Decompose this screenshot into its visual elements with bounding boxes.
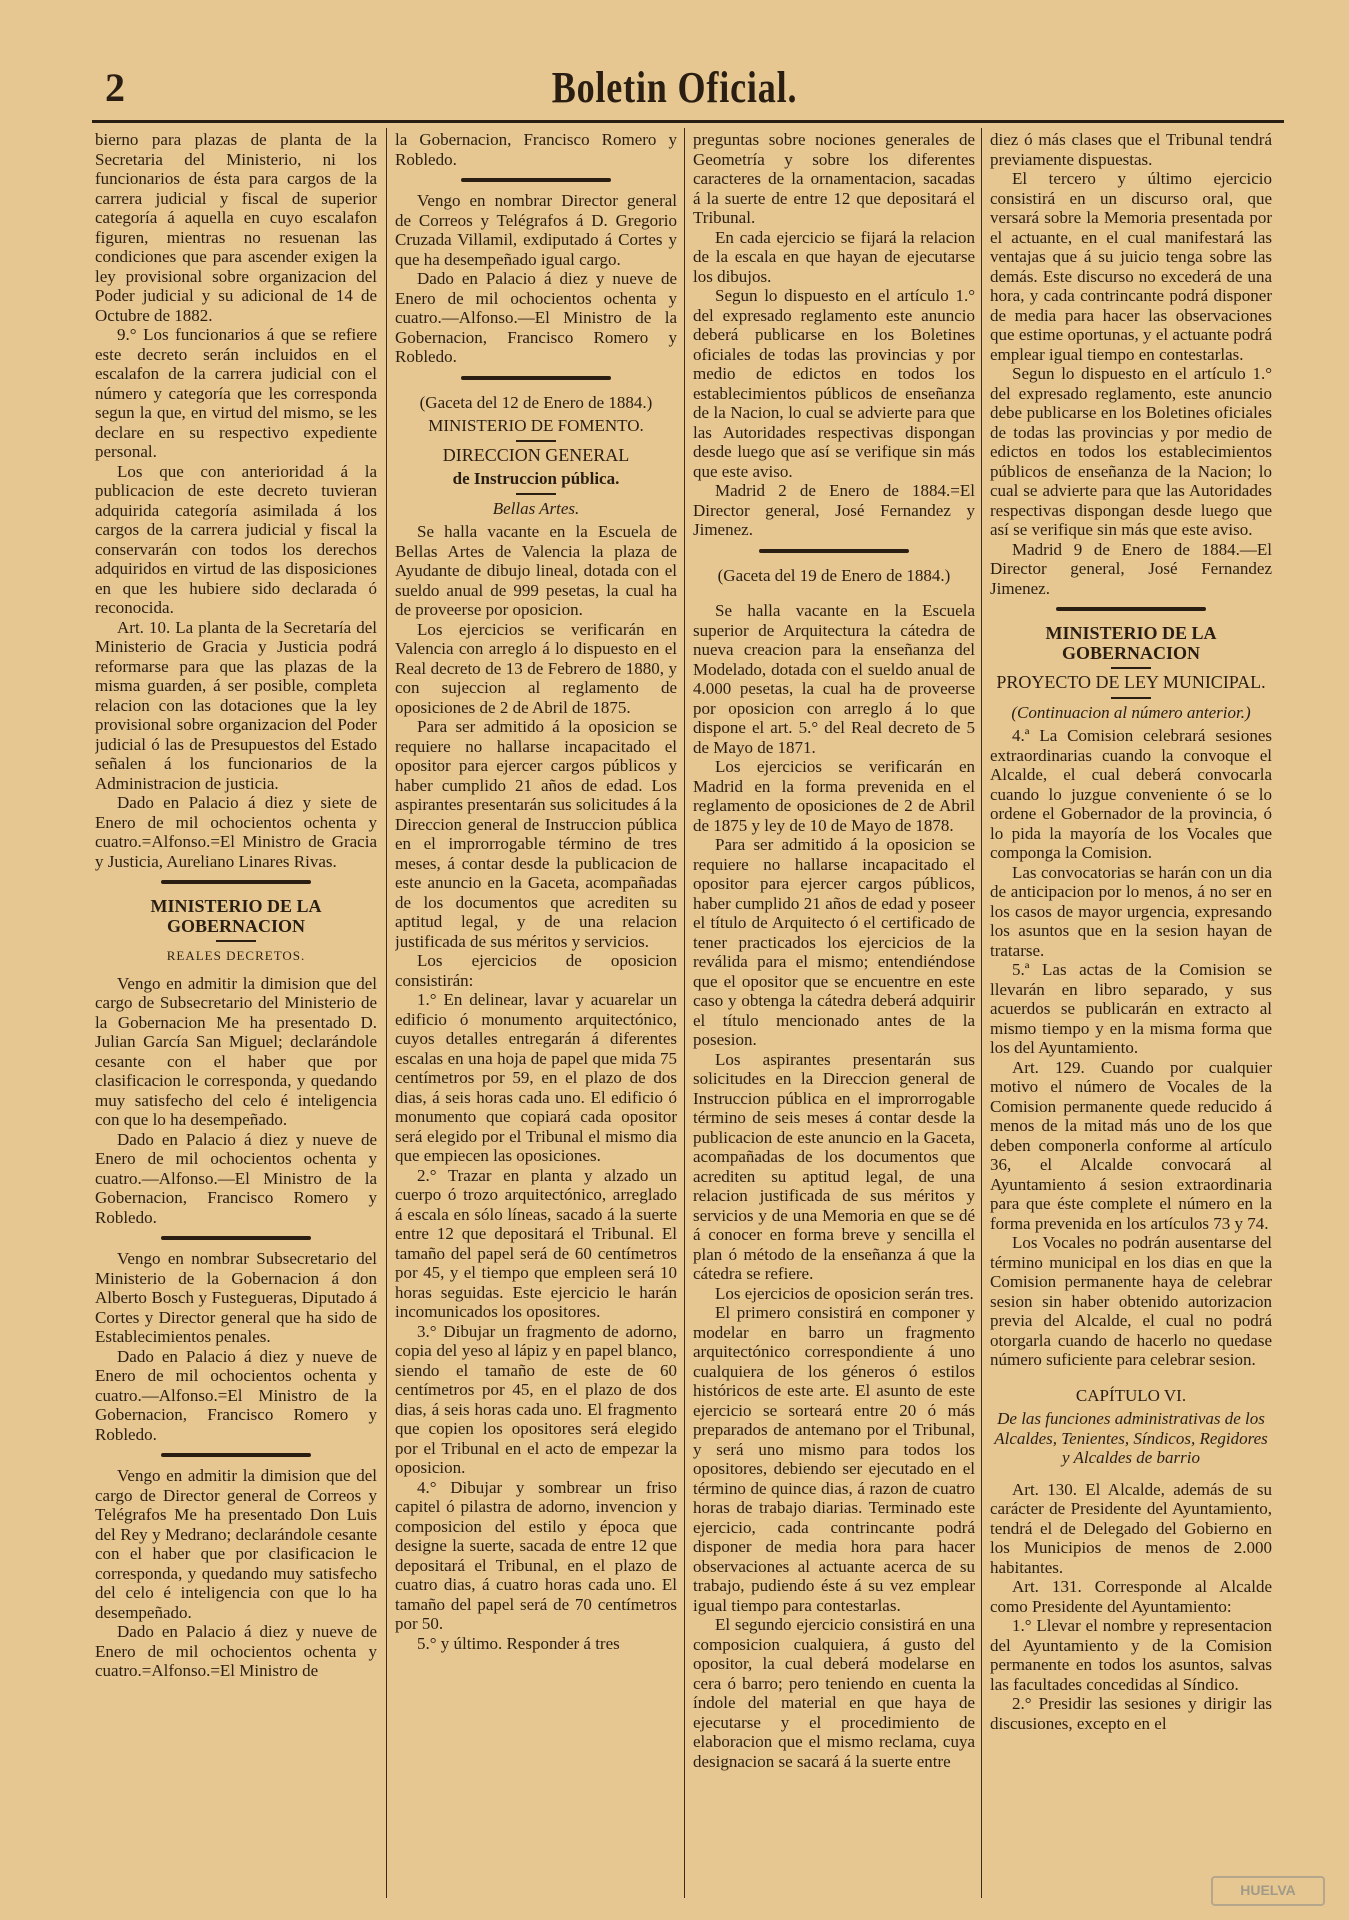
column-2 bbox=[395, 130, 677, 1900]
ornament-rule bbox=[395, 169, 677, 191]
paragraph: Art. 129. Cuando por cualquier motivo el número de Vocales de la Comision permanente quede reducido á menos de la mitad más uno de los que deben componerla conforme al artículo 36, el Alcalde convocará al Ayuntamiento á sesion extraordinaria para que éste complete el número en la forma prevenida en los artículos 73 y 74. bbox=[990, 1057, 1272, 1233]
paragraph: Vengo en admitir la dimision que del cargo de Director general de Correos y Telégrafos Me ha presentado Don Luis del Rey y Medrano; declarándole cesante con el haber que por clasificacion le corresponda, y quedando muy satisfecho del celo é inteligencia con que lo ha desempeñado. bbox=[95, 1466, 377, 1622]
subheading: DIRECCION GENERAL bbox=[442, 444, 630, 465]
masthead-title: Boletin Oficial. bbox=[551, 63, 798, 112]
paragraph: Segun lo dispuesto en el artículo 1.° del expresado reglamento, este anuncio debe publicarse en los Boletines oficiales de todas las provincias y por medio de edictos en todos los establecimientos públicos de enseñanza de la Nacion; lo cual se advierte para que las Autoridades respectivas dispongan desde luego que así se verifique sin más que este aviso. bbox=[990, 364, 1272, 539]
paragraph: Dado en Palacio á diez y siete de Enero de mil ochocientos ochenta y cuatro.=Alfonso.=El Ministro de Gracia y Justicia, Aureliano Linares Rivas. bbox=[95, 793, 377, 871]
paragraph: Los ejercicios se verificarán en Madrid en la forma prevenida en el reglamento de oposiciones de 2 de Abril de 1875 y ley de 10 de Mayo de 1878. bbox=[693, 757, 975, 835]
column-divider bbox=[684, 128, 685, 1898]
column-1 bbox=[95, 130, 377, 1900]
paragraph: 5.° y último. Responder á tres bbox=[417, 1633, 620, 1653]
paragraph: Madrid 2 de Enero de 1884.=El Director general, José Fernandez y Jimenez. bbox=[693, 481, 975, 539]
paragraph: diez ó más clases que el Tribunal tendrá previamente dispuestas. bbox=[990, 130, 1272, 169]
paragraph: Los ejercicios de oposicion consistirán: bbox=[395, 951, 677, 990]
page-number: 2 bbox=[105, 65, 125, 110]
paragraph: Art. 131. Corresponde al Alcalde como Presidente del Ayuntamiento: bbox=[990, 1577, 1272, 1616]
ornament-rule bbox=[516, 493, 556, 495]
paragraph: 1.° Llevar el nombre y representacion del Ayuntamiento y de la Comision permanente en todos los asuntos, salvas las facultades concedidas al Síndico. bbox=[990, 1616, 1272, 1694]
ornament-rule bbox=[216, 940, 256, 942]
paragraph: Dado en Palacio á diez y nueve de Enero de mil ochocientos ochenta y cuatro.—Alfonso.—El Ministro de la Gobernacion, Francisco Romero y Robledo. bbox=[395, 269, 677, 366]
paragraph: Para ser admitido á la oposicion se requiere no hallarse incapacitado el opositor para ejercer cargos públicos y haber cumplido 21 años de edad. Los aspirantes presentarán sus solicitudes á la Direccion general de Instruccion pública en el improrrogable término de tres meses, á contar desde la publicacion de este anuncio en la Gaceta, acompañadas de los documentos que acrediten su aptitud legal, y de una relacion justificada de sus méritos y servicios. bbox=[395, 717, 677, 951]
gaceta-date: (Gaceta del 19 de Enero de 1884.) bbox=[717, 565, 951, 585]
paragraph: 4.ª La Comision celebrará sesiones extraordinarias cuando la convoque el Alcalde, el cual deberá convocarla cuando lo juzgue conveniente ó se lo ordene el Gobernador de la provincia, ó lo pida la mayoría de los Vocales que componga la Comision. bbox=[990, 726, 1272, 862]
paragraph: 2.° Trazar en planta y alzado un cuerpo ó trozo arquitectónico, arreglado á escala en sólo líneas, sacado á la suerte entre 12 que depositará el Tribunal. El tamaño del papel será de 60 centímetros por 45, y el tiempo que empleen será 10 horas seguidas. Este ejercicio le harán incomunicados los opositores. bbox=[395, 1165, 677, 1321]
ornament-rule bbox=[990, 598, 1272, 620]
paragraph: Los que con anterioridad á la publicacion de este decreto tuvieran adquirida categoría asimilada á los cargos de la carrera judicial y fiscal la conservarán con todos los derechos adquiridos en virtud de las disposiciones en que les hubiere sido declarada ó reconocida. bbox=[95, 461, 377, 617]
paragraph: Vengo en nombrar Subsecretario del Ministerio de la Gobernacion á don Alberto Bosch y Fustegueras, Diputado á Cortes y Director general que ha sido de Establecimientos penales. bbox=[95, 1249, 377, 1346]
paragraph: bierno para plazas de planta de la Secretaria del Ministerio, ni los funcionarios de ésta para cargos de la carrera judicial y fiscal de superior categoría á aquella en cuyo escalafon figuren, mientras no resuenan las condiciones que para ascender exigen la ley provisional sobre organizacion del Poder judicial y su adicional de 14 de Octubre de 1882. bbox=[95, 130, 377, 325]
paragraph: la Gobernacion, Francisco Romero y Robledo. bbox=[395, 130, 677, 169]
ornament-rule bbox=[1111, 667, 1151, 669]
archive-watermark: HUELVA bbox=[1211, 1876, 1325, 1906]
paragraph: Las convocatorias se harán con un dia de anticipacion por lo menos, á no ser en los casos de mayor urgencia, expresando los asuntos que en la sesion hayan de tratarse. bbox=[990, 862, 1272, 960]
paragraph: El primero consistirá en componer y modelar en barro un fragmento arquitectónico correspondiente á uno cualquiera de los géneros ó estilos históricos de este arte. El asunto de este ejercicio se sorteará entre 20 ó más preparados de antemano por el Tribunal, y será uno mismo para todos los opositores, debiendo ser ejecutado en el término de quince dias, á razon de cuatro horas de trabajo diarias. Terminado este ejercicio, cada contrincante podrá disponer de media hora para hacer observaciones al actuante acerca de su trabajo, pudiendo éste á su vez emplear igual tiempo para contestarlas. bbox=[693, 1303, 975, 1615]
column-3 bbox=[693, 130, 975, 1900]
paragraph: preguntas sobre nociones generales de Geometría y sobre los diferentes caracteres de la ornamentacion, sacadas á la suerte de entre 12 que depositará el Tribunal. bbox=[693, 130, 975, 227]
subheading: Bellas Artes. bbox=[492, 498, 580, 518]
paragraph: Los ejercicios se verificarán en Valencia con arreglo á lo dispuesto en el Real decreto de 13 de Febrero de 1880, y con sujeccion al reglamento de oposiciones de 2 de Abril de 1875. bbox=[395, 619, 677, 717]
paragraph: Los Vocales no podrán ausentarse del término municipal en los dias en que la Comision permanente haya de celebrar sesion sin haber obtenido autorizacion previa del Alcalde, el cual no podrá otorgarla cuando de hacerlo no quedase número suficiente para celebrar sesion. bbox=[990, 1233, 1272, 1369]
section-heading: MINISTERIO DE LA GOBERNACION bbox=[150, 896, 322, 936]
ornament-rule bbox=[395, 367, 677, 389]
chapter-heading: CAPÍTULO VI. bbox=[1075, 1385, 1187, 1405]
subheading: PROYECTO DE LEY MUNICIPAL. bbox=[996, 672, 1266, 692]
paragraph: Art. 10. La planta de la Secretaría del Ministerio de Gracia y Justicia podrá reformarse para que las plazas de la misma guarden, á ser posible, completa relacion con las dotaciones que la ley provisional sobre organizacion del Poder judicial ó las de Presupuestos del Estado señalen á los funcionarios de la Administracion de justicia. bbox=[95, 617, 377, 793]
subheading: (Continuacion al número anterior.) bbox=[1011, 702, 1251, 722]
column-4 bbox=[990, 130, 1272, 1900]
ornament-rule bbox=[516, 440, 556, 442]
paragraph: Vengo en nombrar Director general de Correos y Telégrafos á D. Gregorio Cruzada Villamil, exdiputado á Cortes y que ha desempeñado igual cargo. bbox=[395, 191, 677, 269]
paragraph: Para ser admitido á la oposicion se requiere no hallarse incapacitado el opositor para ejercer cargos públicos, haber cumplido 21 años de edad y poseer el título de Arquitecto ó el certificado de tener practicados los ejercicios de la reválida para el mismo; entendiéndose que el opositor que se encuentre en este caso y obtenga la cátedra deberá adquirir el título mencionado antes de la posesion. bbox=[693, 835, 975, 1049]
paragraph: El segundo ejercicio consistirá en una composicion cualquiera, á gusto del opositor, la cual deberá modelarse en cera ó barro; pero teniendo en cuenta la índole del material en que haya de ejecutarse y el procedimiento de elaboracion que el mismo reclama, cuya designacion se sacará á la suerte entre bbox=[693, 1615, 975, 1771]
ornament-rule bbox=[693, 540, 975, 562]
paragraph: Madrid 9 de Enero de 1884.—El Director general, José Fernandez Jimenez. bbox=[990, 539, 1272, 598]
section-heading: MINISTERIO DE FOMENTO. bbox=[428, 416, 644, 435]
paragraph: Dado en Palacio á diez y nueve de Enero de mil ochocientos ochenta y cuatro.—Alfonso.—El Ministro de la Gobernacion, Francisco Romero y Robledo. bbox=[95, 1129, 377, 1227]
paragraph: En cada ejercicio se fijará la relacion de la escala en que hayan de ejecutarse los dibujos. bbox=[693, 227, 975, 286]
column-divider bbox=[981, 128, 982, 1898]
column-divider bbox=[386, 128, 387, 1898]
paragraph: Se halla vacante en la Escuela superior de Arquitectura la cátedra de nueva creacion para la enseñanza del Modelado, dotada con el sueldo anual de 4.000 pesetas, la cual ha de proveerse por oposicion con arreglo á lo que dispone el art. 5.° del Real decreto de 5 de Mayo de 1871. bbox=[693, 601, 975, 757]
paragraph: Segun lo dispuesto en el artículo 1.° del expresado reglamento este anuncio deberá publicarse en los Boletines oficiales de todas las provincias y por medio de edictos en todos los establecimientos públicos de enseñanza de la Nacion, lo cual se advierte para que las Autoridades respectivas dispongan desde luego que así se verifique sin más que este aviso. bbox=[693, 286, 975, 481]
section-heading: MINISTERIO DE LA GOBERNACION bbox=[1045, 623, 1217, 663]
paragraph: Los ejercicios de oposicion serán tres. bbox=[715, 1283, 974, 1303]
paragraph: 1.° En delinear, lavar y acuarelar un edificio ó monumento arquitectónico, cuyos detalles entregarán á diferentes escalas en una hoja de papel que mida 75 centímetros por 59, en el plazo de dos dias, á seis horas cada uno. El edificio ó monumento que copiará cada opositor será elegido por el Tribunal el mismo dia que empiecen las oposiciones. bbox=[395, 990, 677, 1165]
subheading: REALES DECRETOS. bbox=[166, 948, 306, 963]
paragraph: Los aspirantes presentarán sus solicitudes en la Direccion general de Instruccion pública en el improrrogable término de seis meses á contar desde la publicacion de este anuncio en la Gaceta, acompañadas de los documentos que acrediten su aptitud legal, de una relacion justificada de sus méritos y servicios y de una Memoria en que se dé á conocer en forma breve y sencilla el plan ó método de la enseñanza á que la cátedra se refiere. bbox=[693, 1049, 975, 1283]
paragraph: El tercero y último ejercicio consistirá en un discurso oral, que versará sobre la Memoria presentada por el actuante, en el cual manifestará las ventajas que á su juicio tenga sobre las demás. Este discurso no excederá de una hora, y cada contrincante podrá disponer de media para hacer las observaciones que estime oportunas, y el actuante podrá emplear igual tiempo en contestarlas. bbox=[990, 169, 1272, 364]
paragraph: Dado en Palacio á diez y nueve de Enero de mil ochocientos ochenta y cuatro.—Alfonso.=El Ministro de la Gobernacion, Francisco Romero y Robledo. bbox=[95, 1346, 377, 1444]
gaceta-date: (Gaceta del 12 de Enero de 1884.) bbox=[419, 392, 653, 412]
header-rule bbox=[92, 120, 1284, 123]
subheading: de Instruccion pública. bbox=[452, 469, 620, 488]
chapter-subtitle: De las funciones administrativas de los Alcaldes, Tenientes, Síndicos, Regidores y Alcaldes de barrio bbox=[994, 1409, 1268, 1467]
paragraph: 3.° Dibujar un fragmento de adorno, copia del yeso al lápiz y en papel blanco, siendo el tamaño de este de 60 centímetros por 45, en el plazo de dos dias, á seis horas cada uno. El fragmento que copien los opositores será elegido por el Tribunal en el acto de empezar la oposicion. bbox=[395, 1321, 677, 1477]
paragraph: Art. 130. El Alcalde, además de su carácter de Presidente del Ayuntamiento, tendrá el de Delegado del Gobierno en los Municipios de menos de 2.000 habitantes. bbox=[990, 1479, 1272, 1577]
paragraph: Se halla vacante en la Escuela de Bellas Artes de Valencia la plaza de Ayudante de dibujo lineal, dotada con el sueldo anual de 999 pesetas, la cual ha de proveerse por oposicion. bbox=[395, 522, 677, 619]
paragraph: 9.° Los funcionarios á que se refiere este decreto serán incluidos en el escalafon de la carrera judicial con el número y categoría que les corresponda segun la que, en virtud del mismo, se les declare en su respectivo expediente personal. bbox=[95, 325, 377, 461]
ornament-rule bbox=[95, 871, 377, 893]
ornament-rule bbox=[1111, 697, 1151, 699]
paragraph: 4.° Dibujar y sombrear un friso capitel ó pilastra de adorno, invencion y composicion del estilo y época que designe la suerte, sacada de entre 12 que depositará el Tribunal, en el plazo de cuatro dias, á cuatro horas cada uno. El tamaño del papel será de 70 centímetros por 50. bbox=[395, 1477, 677, 1633]
ornament-rule bbox=[95, 1444, 377, 1466]
paragraph: Dado en Palacio á diez y nueve de Enero de mil ochocientos ochenta y cuatro.=Alfonso.=El Ministro de bbox=[95, 1622, 377, 1680]
paragraph: Vengo en admitir la dimision que del cargo de Subsecretario del Ministerio de la Gobernacion Me ha presentado D. Julian García San Miguel; declarándole cesante con el haber que por clasificacion le corresponda, y quedando muy satisfecho del celo é inteligencia con que lo ha desempeñado. bbox=[95, 973, 377, 1129]
paragraph: 5.ª Las actas de la Comision se llevarán en libro separado, y sus acuerdos se publicarán en extracto al mismo tiempo y en la misma forma que los del Ayuntamiento. bbox=[990, 960, 1272, 1057]
ornament-rule bbox=[95, 1227, 377, 1249]
paragraph: 2.° Presidir las sesiones y dirigir las discusiones, excepto en el bbox=[990, 1694, 1272, 1733]
